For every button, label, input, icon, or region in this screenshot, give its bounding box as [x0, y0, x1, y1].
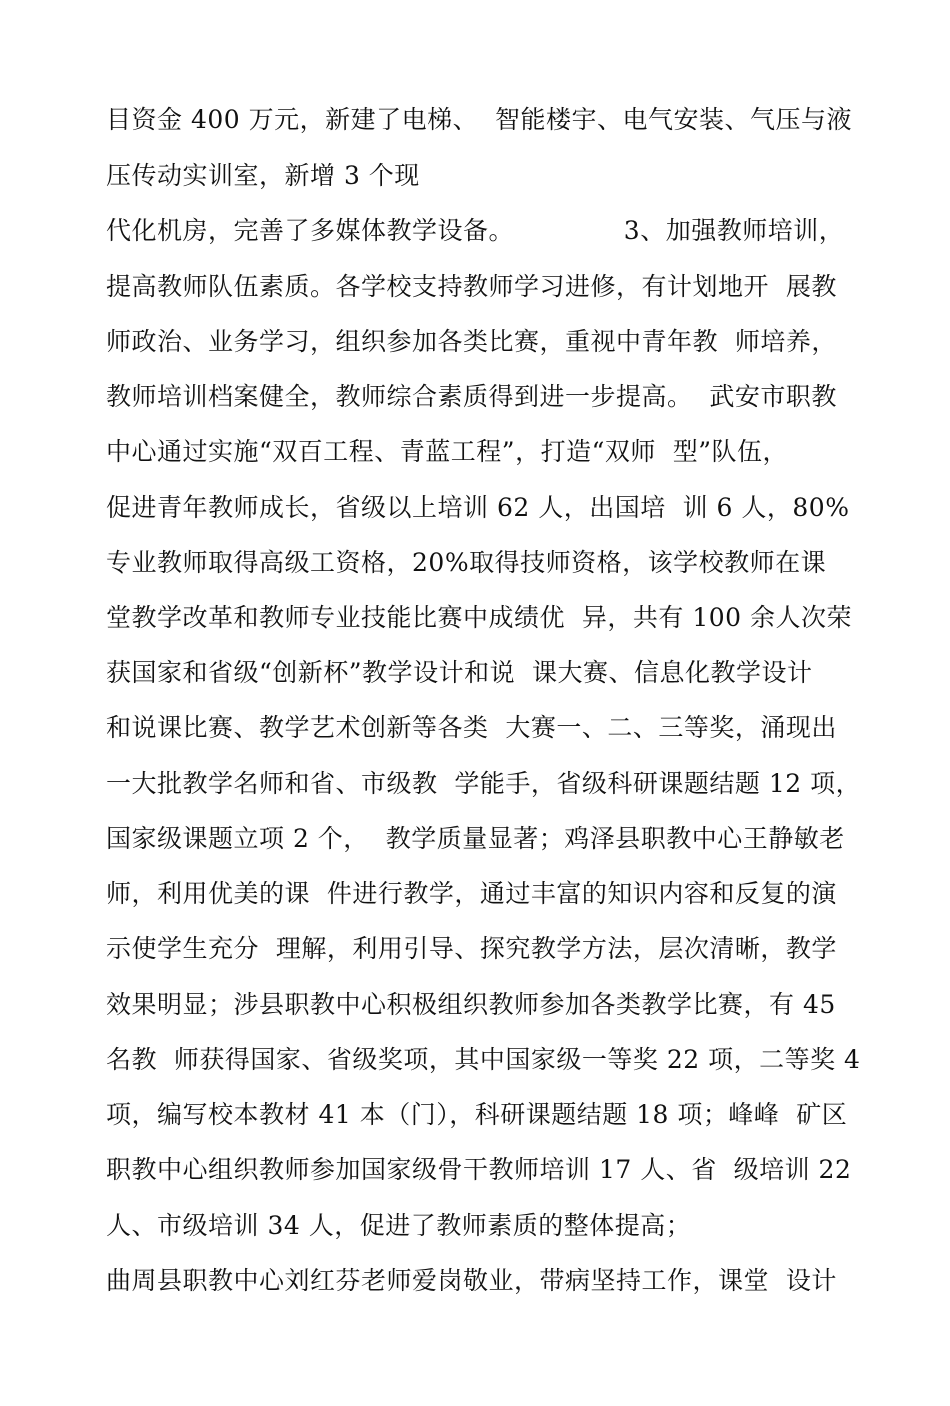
- text-line: 代化机房，完善了多媒体教学设备。 3、加强教师培训，: [106, 216, 845, 245]
- text-line: 人、市级培训 34 人，促进了教师素质的整体提高；: [106, 1211, 692, 1240]
- text-line: 压传动实训室，新增 3 个现: [106, 161, 420, 190]
- text-line: 国家级课题立项 2 个， 教学质量显著；鸡泽县职教中心王静敏老: [106, 824, 845, 853]
- text-line: 曲周县职教中心刘红芬老师爱岗敬业，带病坚持工作，课堂 设计: [106, 1266, 837, 1295]
- text-line: 师政治、业务学习，组织参加各类比赛，重视中青年教 师培养，: [106, 327, 837, 356]
- text-line: 名教 师获得国家、省级奖项，其中国家级一等奖 22 项，二等奖 4: [106, 1045, 861, 1074]
- text-line: 一大批教学名师和省、市级教 学能手，省级科研课题结题 12 项，: [106, 769, 862, 798]
- text-line: 示使学生充分 理解，利用引导、探究教学方法，层次清晰，教学: [106, 934, 837, 963]
- text-line: 和说课比赛、教学艺术创新等各类 大赛一、二、三等奖，涌现出: [106, 713, 837, 742]
- text-line: 项，编写校本教材 41 本（门），科研课题结题 18 项；峰峰 矿区: [106, 1100, 848, 1129]
- text-line: 提高教师队伍素质。各学校支持教师学习进修，有计划地开 展教: [106, 272, 837, 301]
- text-line: 获国家和省级“创新杯”教学设计和说 课大赛、信息化教学设计: [106, 658, 813, 687]
- text-line: 促进青年教师成长，省级以上培训 62 人，出国培 训 6 人，80%: [106, 493, 850, 522]
- text-line: 目资金 400 万元，新建了电梯、 智能楼宇、电气安装、气压与液: [106, 105, 853, 134]
- text-line: 专业教师取得高级工资格，20%取得技师资格，该学校教师在课: [106, 548, 827, 577]
- text-line: 师，利用优美的课 件进行教学，通过丰富的知识内容和反复的演: [106, 879, 837, 908]
- text-line: 效果明显；涉县职教中心积极组织教师参加各类教学比赛，有 45: [106, 990, 836, 1019]
- text-line: 教师培训档案健全，教师综合素质得到进一步提高。 武安市职教: [106, 382, 837, 411]
- text-line: 中心通过实施“双百工程、青蓝工程”，打造“双师 型”队伍，: [106, 437, 789, 466]
- text-line: 堂教学改革和教师专业技能比赛中成绩优 异，共有 100 余人次荣: [106, 603, 853, 632]
- text-line: 职教中心组织教师参加国家级骨干教师培训 17 人、省 级培训 22: [106, 1155, 852, 1184]
